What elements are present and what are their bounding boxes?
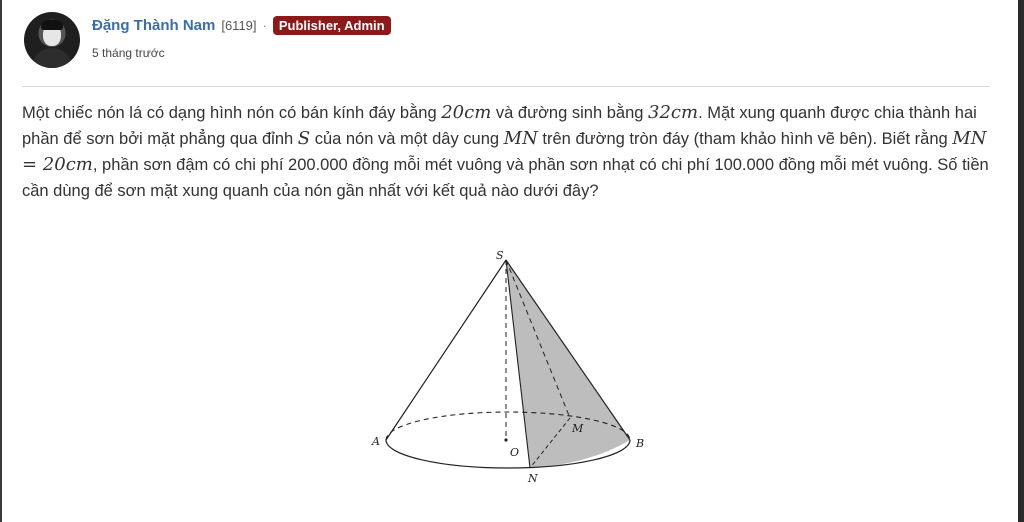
header-divider <box>22 86 990 87</box>
label-N: N <box>528 472 538 485</box>
author-line <box>92 16 391 35</box>
avatar[interactable] <box>24 12 80 68</box>
role-badge: Publisher, Admin <box>273 16 391 35</box>
avatar-hair <box>41 20 63 30</box>
math-vertex: S <box>297 128 311 149</box>
math-chord-length: MN = 20cm <box>22 128 987 175</box>
avatar-shoulders <box>32 48 72 68</box>
post-timestamp[interactable]: 5 tháng trước <box>92 46 165 60</box>
question-text <box>22 100 994 204</box>
author-reputation: [6119] <box>221 18 257 33</box>
question-text-part: của nón và một dây cung <box>310 130 504 148</box>
center-point-O <box>504 438 507 441</box>
label-B: B <box>636 437 645 450</box>
author-name-link[interactable]: Đặng Thành Nam <box>92 17 216 34</box>
question-text-part: Một chiếc nón lá có dạng hình nón có bán kính đáy bằng <box>22 104 442 122</box>
label-M: M <box>572 422 584 435</box>
math-slant: 32cm <box>648 102 699 123</box>
question-text-part: , phần sơn đậm có chi phí 200.000 đồng mỗi mét vuông và phần sơn nhạt có chi phí 100.000 đồng mỗi mét vuông. Số tiền cần dùng để sơn mặt xung quanh của nón gần nhất với kết quả nào dưới đây? <box>22 156 989 200</box>
window-left-edge <box>0 0 2 522</box>
label-A: A <box>372 435 380 448</box>
label-O: O <box>510 446 520 459</box>
separator-dot: · <box>262 18 267 33</box>
question-text-part: . Mặt xung quanh được chia thành hai phần để sơn bởi mặt phẳng qua đỉnh <box>22 104 977 148</box>
post-header <box>22 10 1002 80</box>
label-S: S <box>496 249 504 262</box>
slant-side-SA <box>386 260 506 440</box>
window-right-edge <box>1018 0 1024 522</box>
question-text-part: và đường sinh bằng <box>491 104 649 122</box>
question-text-part: trên đường tròn đáy (tham khảo hình vẽ bên). Biết rằng <box>537 130 953 148</box>
math-radius: 20cm <box>441 102 492 123</box>
shaded-region <box>506 260 630 468</box>
cone-diagram <box>360 246 660 492</box>
cone-figure <box>360 246 660 492</box>
math-chord: MN <box>503 128 538 149</box>
